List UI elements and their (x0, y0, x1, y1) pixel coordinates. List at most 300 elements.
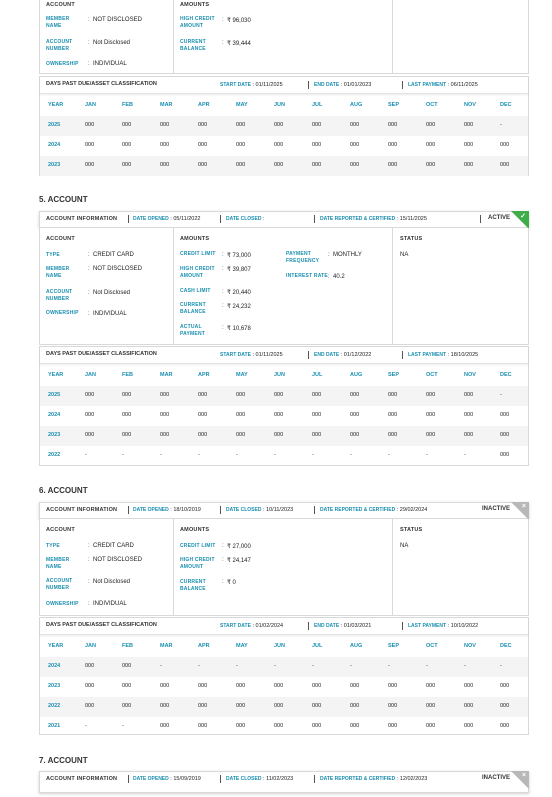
current-balance-value: ₹ 0 (227, 580, 236, 586)
dpd-cell: - (500, 663, 502, 669)
month-header: NOV (464, 372, 476, 378)
dpd-title: DAYS PAST DUE/ASSET CLASSIFICATION (46, 622, 157, 628)
dpd-cell: 000 (160, 683, 170, 689)
dpd-cell: 000 (85, 142, 95, 148)
dpd-cell: 000 (500, 683, 510, 689)
current-balance-label: CURRENT BALANCE (180, 39, 206, 52)
dpd-cell: 000 (388, 122, 398, 128)
date-reported-label: DATE REPORTED & CERTIFIED (320, 776, 396, 782)
account-caption: ACCOUNT (46, 236, 75, 242)
dpd-cell: 000 (274, 703, 284, 709)
month-header: AUG (350, 102, 363, 108)
actual-payment-label: ACTUAL PAYMENT (180, 324, 206, 337)
dpd-cell: - (500, 392, 502, 398)
month-header: JAN (85, 643, 97, 649)
date-reported-value: 15/11/2025 (399, 216, 427, 222)
credit-limit-label: CREDIT LIMIT (180, 543, 216, 549)
dpd-cell: 000 (500, 162, 510, 168)
dpd-cell: 000 (122, 392, 132, 398)
dpd-cell: 000 (160, 703, 170, 709)
month-header: JUN (274, 643, 286, 649)
dpd-cell: 000 (388, 683, 398, 689)
dpd-cell: 000 (350, 412, 360, 418)
date-reported-value: 29/02/2024 (399, 507, 428, 513)
payment-frequency-value: MONTHLY (333, 252, 362, 258)
high-credit-value: ₹ 96,030 (227, 18, 251, 24)
dpd-cell: 000 (350, 392, 360, 398)
dpd-cell: 000 (236, 723, 246, 729)
dpd-cell: 000 (160, 412, 170, 418)
date-opened-value: 05/11/2022 (173, 216, 201, 222)
dpd-cell: 000 (464, 432, 474, 438)
status-caption: STATUS (400, 236, 423, 242)
dpd-cell: 000 (426, 432, 436, 438)
dpd-cell: 000 (464, 162, 474, 168)
section-heading-7: 7. ACCOUNT (39, 756, 88, 765)
dpd-cell: 000 (500, 142, 510, 148)
month-header: MAY (236, 643, 248, 649)
dpd-cell: 000 (160, 122, 170, 128)
high-credit-value: ₹ 39,807 (227, 267, 251, 273)
year-cell: 2022 (48, 452, 61, 458)
dpd-cell: 000 (350, 432, 360, 438)
account-caption: ACCOUNT (46, 527, 75, 533)
table-row (40, 717, 528, 737)
dpd-cell: 000 (85, 122, 95, 128)
month-header-row (40, 96, 528, 116)
year-cell: 2024 (48, 142, 61, 148)
current-balance-label: CURRENT BALANCE (180, 302, 206, 315)
ownership-value: INDIVIDUAL (93, 601, 127, 607)
dpd-cell: 000 (388, 703, 398, 709)
dpd-cell: - (464, 452, 466, 458)
year-cell: 2023 (48, 432, 61, 438)
last-payment-value: 06/11/2025 (450, 82, 478, 88)
month-header: YEAR (48, 102, 64, 108)
date-opened-value: 15/09/2019 (173, 776, 201, 782)
month-header: SEP (388, 102, 400, 108)
account-number-label: ACCOUNT NUMBER (46, 39, 73, 52)
month-header: DEC (500, 643, 512, 649)
month-header: OCT (426, 643, 438, 649)
dpd-cell: 000 (274, 142, 284, 148)
date-closed-label: DATE CLOSED (226, 776, 262, 782)
month-header: APR (198, 102, 210, 108)
dpd-cell: 000 (85, 162, 95, 168)
active-check-icon: ✓ (511, 211, 529, 229)
dpd-header: DAYS PAST DUE/ASSET CLASSIFICATION START DATE : 01/11/2025 END DATE : 01/01/2023 LAST PAYMENT : 06/11/2025 (40, 77, 528, 94)
date-opened-label: DATE OPENED (133, 776, 169, 782)
dpd-cell: 000 (274, 122, 284, 128)
dpd-cell: 000 (274, 162, 284, 168)
start-date-value: 01/11/2025 (255, 352, 283, 358)
dpd-cell: - (236, 452, 238, 458)
dpd-cell: 000 (160, 432, 170, 438)
dpd-cell: 000 (160, 723, 170, 729)
month-header: NOV (464, 643, 476, 649)
month-header: YEAR (48, 643, 64, 649)
dpd-cell: 000 (122, 122, 132, 128)
dpd-table-6 (39, 617, 529, 735)
dpd-cell: 000 (350, 142, 360, 148)
top-account-details (39, 0, 529, 74)
dpd-cell: - (122, 723, 124, 729)
dpd-cell: 000 (312, 432, 322, 438)
payment-frequency-label: PAYMENT FREQUENCY (286, 251, 320, 264)
month-header: JUL (312, 102, 323, 108)
dpd-header: DAYS PAST DUE/ASSET CLASSIFICATION START DATE : 01/11/2025 END DATE : 01/12/2022 LAST PAYMENT : 18/10/2025 (40, 347, 528, 364)
type-label: TYPE (46, 252, 60, 258)
month-header: DEC (500, 102, 512, 108)
dpd-cell: 000 (426, 412, 436, 418)
dpd-cell: 000 (426, 392, 436, 398)
amounts-caption: AMOUNTS (180, 236, 210, 242)
table-row (40, 136, 528, 156)
high-credit-value: ₹ 24,147 (227, 558, 251, 564)
dpd-cell: 000 (198, 392, 208, 398)
dpd-cell: 000 (274, 412, 284, 418)
start-date-label: START DATE (220, 82, 251, 88)
amounts-caption: AMOUNTS (180, 527, 210, 533)
dpd-cell: 000 (464, 683, 474, 689)
month-header: JUN (274, 102, 286, 108)
dpd-cell: 000 (85, 392, 95, 398)
dpd-cell: 000 (500, 412, 510, 418)
dpd-cell: 000 (312, 723, 322, 729)
dpd-cell: 000 (122, 703, 132, 709)
date-reported-label: DATE REPORTED & CERTIFIED (320, 507, 396, 513)
start-date-value: 01/11/2025 (255, 82, 283, 88)
date-opened-label: DATE OPENED (133, 507, 169, 513)
year-cell: 2021 (48, 723, 61, 729)
credit-limit-value: ₹ 27,000 (227, 544, 251, 550)
last-payment-value: 10/10/2022 (450, 623, 479, 629)
dpd-cell: 000 (388, 723, 398, 729)
table-row (40, 677, 528, 697)
dpd-cell: 000 (236, 683, 246, 689)
member-name-value: NOT DISCLOSED (93, 266, 142, 272)
account-info-bar-6: ACCOUNT INFORMATION DATE OPENED : 18/10/2019 DATE CLOSED : 10/11/2023 DATE REPORTED & CERTIFIED : 29/02/2024 INACTIVE × (39, 502, 529, 519)
dpd-cell: 000 (464, 122, 474, 128)
last-payment-label: LAST PAYMENT (408, 352, 447, 358)
dpd-cell: - (274, 452, 276, 458)
dpd-cell: 000 (426, 683, 436, 689)
dpd-cell: 000 (312, 392, 322, 398)
dpd-cell: - (85, 452, 87, 458)
amounts-box-6: AMOUNTS CREDIT LIMIT : ₹ 27,000 HIGH CREDIT AMOUNT : ₹ 24,147 CURRENT BALANCE : ₹ 0 (174, 519, 393, 615)
dpd-cell: - (312, 452, 314, 458)
dpd-cell: 000 (500, 703, 510, 709)
dpd-cell: - (388, 452, 390, 458)
dpd-cell: 000 (464, 703, 474, 709)
account-info-label: ACCOUNT INFORMATION (46, 216, 118, 222)
status-badge: INACTIVE (481, 775, 510, 781)
year-cell: 2023 (48, 683, 61, 689)
dpd-cell: 000 (236, 392, 246, 398)
high-credit-label: HIGH CREDIT AMOUNT (180, 16, 215, 29)
date-opened-label: DATE OPENED (133, 216, 169, 222)
table-row (40, 156, 528, 176)
end-date-value: 01/03/2021 (343, 623, 372, 629)
section-heading-5: 5. ACCOUNT (39, 195, 88, 204)
dpd-cell: 000 (85, 412, 95, 418)
month-header: JAN (85, 102, 97, 108)
account-details-6 (39, 519, 529, 616)
type-value: CREDIT CARD (93, 543, 134, 549)
dpd-cell: - (350, 452, 352, 458)
member-name-label: MEMBER NAME (46, 557, 70, 570)
dpd-cell: - (500, 122, 502, 128)
account-box-5: ACCOUNT TYPE : CREDIT CARD MEMBER NAME : NOT DISCLOSED ACCOUNT NUMBER : Not Disclosed OWNERSHIP : INDIVIDUAL (40, 228, 174, 344)
dpd-cell: 000 (85, 703, 95, 709)
dpd-cell: 000 (122, 683, 132, 689)
cash-limit-value: ₹ 20,440 (227, 290, 251, 296)
dpd-cell: 000 (500, 452, 510, 458)
month-header: SEP (388, 643, 400, 649)
dpd-cell: 000 (198, 142, 208, 148)
ownership-value: INDIVIDUAL (93, 311, 127, 317)
table-row (40, 426, 528, 446)
dpd-cell: 000 (198, 162, 208, 168)
ownership-value: INDIVIDUAL (93, 61, 127, 67)
dpd-cell: 000 (198, 723, 208, 729)
dpd-cell: 000 (122, 663, 132, 669)
dpd-cell: 000 (388, 432, 398, 438)
current-balance-label: CURRENT BALANCE (180, 579, 206, 592)
account-number-label: ACCOUNT NUMBER (46, 578, 73, 591)
dpd-title: DAYS PAST DUE/ASSET CLASSIFICATION (46, 351, 157, 357)
end-date-value: 01/12/2022 (343, 352, 372, 358)
month-header-row (40, 637, 528, 657)
type-label: TYPE (46, 543, 60, 549)
start-date-value: 01/02/2024 (255, 623, 284, 629)
month-header: NOV (464, 102, 476, 108)
dpd-cell: 000 (312, 142, 322, 148)
account-info-label: ACCOUNT INFORMATION (46, 507, 118, 513)
dpd-cell: 000 (160, 142, 170, 148)
year-cell: 2022 (48, 703, 61, 709)
dpd-cell: 000 (464, 412, 474, 418)
dpd-cell: 000 (122, 162, 132, 168)
month-header: FEB (122, 102, 133, 108)
account-info-bar-5: ACCOUNT INFORMATION DATE OPENED : 05/11/2022 DATE CLOSED : DATE REPORTED & CERTIFIED : 15/11/2025 ACTIVE ✓ (39, 211, 529, 228)
dpd-cell: 000 (85, 432, 95, 438)
dpd-cell: 000 (388, 162, 398, 168)
table-row (40, 657, 528, 677)
top-amounts-caption: AMOUNTS (180, 2, 210, 8)
dpd-cell: - (160, 663, 162, 669)
top-account-box: ACCOUNT MEMBER NAME : NOT DISCLOSED ACCOUNT NUMBER : Not Disclosed OWNERSHIP : INDIVIDUAL (40, 0, 174, 73)
status-value: NA (400, 543, 409, 549)
month-header: OCT (426, 372, 438, 378)
member-name-label: MEMBER NAME (46, 16, 70, 29)
month-header: MAR (160, 102, 173, 108)
dpd-cell: 000 (350, 122, 360, 128)
dpd-cell: 000 (464, 142, 474, 148)
month-header: APR (198, 643, 210, 649)
table-row (40, 697, 528, 717)
start-date-label: START DATE (220, 352, 251, 358)
year-cell: 2025 (48, 392, 61, 398)
date-closed-value: 10/11/2023 (266, 507, 294, 513)
ownership-label: OWNERSHIP (46, 601, 79, 607)
account-number-label: ACCOUNT NUMBER (46, 289, 73, 302)
month-header-row (40, 366, 528, 386)
date-closed-label: DATE CLOSED (226, 507, 262, 513)
month-header: JAN (85, 372, 97, 378)
end-date-label: END DATE (314, 623, 340, 629)
actual-payment-value: ₹ 10,678 (227, 326, 251, 332)
interest-rate-label: INTEREST RATE (286, 273, 328, 279)
dpd-cell: 000 (312, 683, 322, 689)
status-caption: STATUS (400, 527, 423, 533)
month-header: DEC (500, 372, 512, 378)
dpd-cell: 000 (500, 723, 510, 729)
dpd-cell: 000 (236, 142, 246, 148)
amounts-box-5: AMOUNTS CREDIT LIMIT : ₹ 73,000 HIGH CREDIT AMOUNT : ₹ 39,807 CASH LIMIT : ₹ 20,440 CURRENT BALANCE : ₹ 24,232 ACTUAL PAYMENT : ₹ 10,678 PAYMENT FREQUENCY : MONTHLY INTEREST RATE : 40.2 (174, 228, 393, 344)
month-header: JUN (274, 372, 286, 378)
top-amounts-box: AMOUNTS HIGH CREDIT AMOUNT : ₹ 96,030 CURRENT BALANCE : ₹ 39,444 (174, 0, 393, 73)
dpd-cell: 000 (388, 392, 398, 398)
status-badge: INACTIVE (481, 506, 510, 512)
last-payment-value: 18/10/2025 (450, 352, 479, 358)
dpd-cell: 000 (350, 162, 360, 168)
inactive-close-icon: × (511, 502, 529, 520)
dpd-cell: 000 (274, 432, 284, 438)
account-info-label: ACCOUNT INFORMATION (46, 776, 118, 782)
date-closed-value: 11/02/2023 (266, 776, 294, 782)
date-closed-label: DATE CLOSED (226, 216, 262, 222)
dpd-cell: 000 (274, 683, 284, 689)
member-name-label: MEMBER NAME (46, 266, 70, 279)
end-date-label: END DATE (314, 352, 340, 358)
year-cell: 2024 (48, 412, 61, 418)
dpd-cell: - (426, 663, 428, 669)
year-cell: 2025 (48, 122, 61, 128)
dpd-cell: 000 (122, 412, 132, 418)
current-balance-value: ₹ 24,232 (227, 304, 251, 310)
dpd-cell: 000 (198, 412, 208, 418)
ownership-label: OWNERSHIP (46, 61, 79, 67)
dpd-cell: 000 (464, 392, 474, 398)
dpd-cell: 000 (426, 703, 436, 709)
top-account-caption: ACCOUNT (46, 2, 75, 8)
inactive-close-icon: × (511, 771, 529, 789)
dpd-cell: 000 (388, 412, 398, 418)
dpd-cell: 000 (500, 432, 510, 438)
dpd-cell: 000 (274, 392, 284, 398)
last-payment-label: LAST PAYMENT (408, 623, 447, 629)
dpd-cell: - (198, 663, 200, 669)
dpd-cell: - (160, 452, 162, 458)
table-row (40, 446, 528, 466)
section-heading-6: 6. ACCOUNT (39, 486, 88, 495)
date-reported-value: 12/02/2023 (399, 776, 428, 782)
month-header: YEAR (48, 372, 64, 378)
dpd-cell: - (426, 452, 428, 458)
dpd-cell: 000 (236, 412, 246, 418)
cash-limit-label: CASH LIMIT (180, 288, 211, 294)
dpd-cell: 000 (122, 142, 132, 148)
month-header: OCT (426, 102, 438, 108)
dpd-cell: 000 (236, 432, 246, 438)
table-row (40, 386, 528, 406)
dpd-cell: 000 (198, 122, 208, 128)
year-cell: 2024 (48, 663, 61, 669)
account-number-value: Not Disclosed (93, 290, 131, 296)
dpd-cell: 000 (198, 432, 208, 438)
dpd-cell: - (350, 663, 352, 669)
dpd-cell: 000 (350, 703, 360, 709)
type-value: CREDIT CARD (93, 252, 134, 258)
dpd-cell: - (122, 452, 124, 458)
last-payment-label: LAST PAYMENT (408, 82, 447, 88)
ownership-label: OWNERSHIP (46, 310, 79, 316)
credit-limit-label: CREDIT LIMIT (180, 251, 216, 257)
dpd-cell: 000 (312, 122, 322, 128)
month-header: MAY (236, 372, 248, 378)
dpd-cell: 000 (160, 392, 170, 398)
high-credit-label: HIGH CREDIT AMOUNT (180, 557, 215, 570)
month-header: AUG (350, 372, 363, 378)
end-date-label: END DATE (314, 82, 340, 88)
account-info-bar-7: ACCOUNT INFORMATION DATE OPENED : 15/09/2019 DATE CLOSED : 11/02/2023 DATE REPORTED & CERTIFIED : 12/02/2023 INACTIVE × (39, 771, 529, 793)
account-box-6: ACCOUNT TYPE : CREDIT CARD MEMBER NAME : NOT DISCLOSED ACCOUNT NUMBER : Not Disclosed OWNERSHIP : INDIVIDUAL (40, 519, 174, 615)
table-row (40, 116, 528, 136)
month-header: APR (198, 372, 210, 378)
month-header: MAR (160, 643, 173, 649)
status-value: NA (400, 252, 409, 258)
dpd-cell: 000 (426, 162, 436, 168)
dpd-cell: - (198, 452, 200, 458)
dpd-cell: - (464, 663, 466, 669)
date-opened-value: 18/10/2019 (173, 507, 201, 513)
dpd-cell: - (388, 663, 390, 669)
dpd-cell: 000 (85, 663, 95, 669)
dpd-cell: 000 (426, 122, 436, 128)
dpd-cell: - (236, 663, 238, 669)
dpd-cell: 000 (274, 723, 284, 729)
dpd-cell: 000 (464, 723, 474, 729)
start-date-label: START DATE (220, 623, 251, 629)
dpd-cell: 000 (236, 703, 246, 709)
dpd-header: DAYS PAST DUE/ASSET CLASSIFICATION START DATE : 01/02/2024 END DATE : 01/03/2021 LAST PAYMENT : 10/10/2022 (40, 618, 528, 635)
month-header: MAR (160, 372, 173, 378)
high-credit-label: HIGH CREDIT AMOUNT (180, 266, 215, 279)
interest-rate-value: 40.2 (333, 274, 345, 280)
table-row (40, 406, 528, 426)
account-details-5 (39, 228, 529, 345)
dpd-title: DAYS PAST DUE/ASSET CLASSIFICATION (46, 81, 157, 87)
status-badge: ACTIVE (487, 215, 510, 221)
dpd-cell: 000 (350, 723, 360, 729)
member-name-value: NOT DISCLOSED (93, 557, 142, 563)
dpd-cell: 000 (388, 142, 398, 148)
month-header: JUL (312, 643, 323, 649)
dpd-cell: 000 (312, 412, 322, 418)
dpd-cell: 000 (198, 683, 208, 689)
dpd-cell: 000 (312, 703, 322, 709)
current-balance-value: ₹ 39,444 (227, 41, 251, 47)
account-number-value: Not Disclosed (93, 40, 131, 46)
month-header: FEB (122, 372, 133, 378)
member-name-value: NOT DISCLOSED (93, 17, 142, 23)
dpd-cell: 000 (312, 162, 322, 168)
year-cell: 2023 (48, 162, 61, 168)
dpd-cell: - (312, 663, 314, 669)
dpd-cell: - (85, 723, 87, 729)
credit-limit-value: ₹ 73,000 (227, 253, 251, 259)
